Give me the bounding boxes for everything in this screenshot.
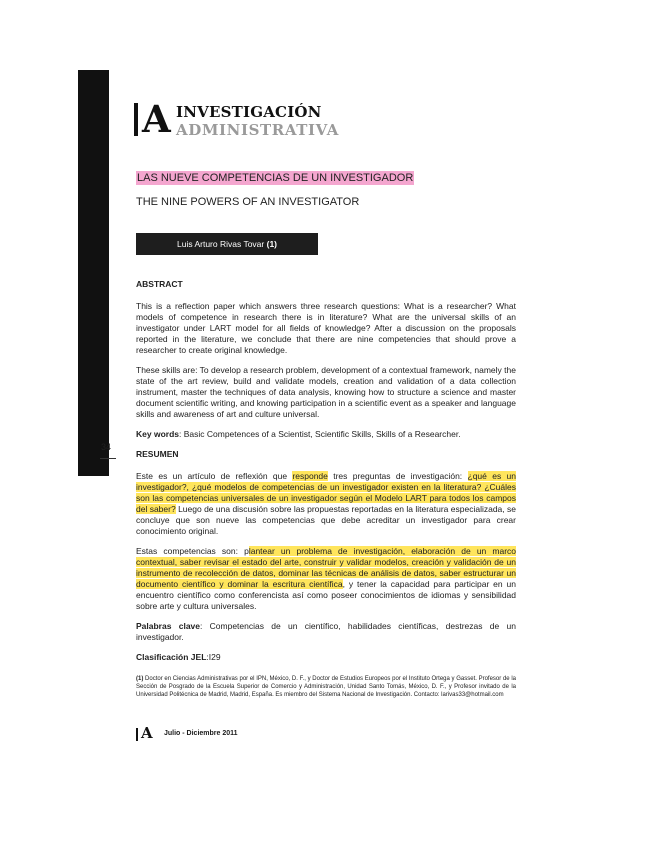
highlight-competencies: lantear un problema de investigación, elaboración de un marco contextual, saber revisar el estado del arte, construir y validar modelos, creación y validación de un instrumento de recolección de datos, dominar las técnicas de análisis de datos, saber estructurar un documento científico y dominar la escritura científica [136, 546, 516, 589]
resumen-keywords [136, 621, 516, 643]
logo-bar [134, 103, 138, 136]
page-number: 34 [101, 442, 112, 452]
article-title-english: THE NINE POWERS OF AN INVESTIGATOR [136, 196, 360, 208]
jel-label: Clasificación JEL [136, 652, 207, 662]
footer-logo [136, 724, 286, 743]
palabras-clave-text: : Competencias de un científico, habilidades científicas, destrezas de un investigador. [136, 621, 516, 642]
abstract-keywords [136, 429, 516, 440]
resumen-p2-text-c: , y tener la capacidad para participar en un encuentro científico como conferencista así como poseer conocimientos de idiomas y sensibilidad sobre arte y cultura universales. [136, 579, 516, 611]
journal-logo [134, 97, 344, 141]
author-box [136, 233, 318, 255]
author-ref: (1) [266, 239, 277, 249]
abstract-paragraph-2: These skills are: To develop a research problem, development of a contextual framework, namely the state of the art review, build and validate models, creation and validation of a data collection instrument, master the techniques of data analysis, knowing how to structure a science and master document scientific writing, and knowing participation in a scientific event as a speaker and language skills and awareness of art and culture universal. [136, 365, 516, 419]
abstract-heading: ABSTRACT [136, 279, 183, 289]
journal-name-line1: INVESTIGACIÓN [176, 103, 322, 121]
resumen-paragraph-2 [136, 546, 516, 612]
journal-name-line2: ADMINISTRATIVA [176, 121, 339, 139]
keywords-label: Key words [136, 429, 179, 439]
abstract-section [136, 279, 516, 663]
page-number-rule [100, 458, 116, 459]
article-title-spanish: LAS NUEVE COMPETENCIAS DE UN INVESTIGADOR [137, 172, 414, 184]
footnote-marker: (1) [136, 676, 144, 682]
footer-logo-mark: A [141, 724, 153, 742]
palabras-clave-label: Palabras clave [136, 621, 200, 631]
resumen-paragraph-1 [136, 471, 516, 537]
author-name: Luis Arturo Rivas Tovar [176, 239, 265, 249]
issue-date: Julio - Diciembre 2011 [164, 730, 238, 737]
jel-classification [136, 652, 516, 663]
footnote-text: Doctor en Ciencias Administrativas por el IPN, México, D. F., y Doctor de Estudios Europeos por el Instituto Ortega y Gasset. Profesor de la Sección de Posgrado de la Escuela Superior de Comercio y Administración, Unidad Santo Tomás, México, D. F., y Profesor invitado de la Universidad Politécnica de Madrid, Madrid, España. Es miembro del Sistema Nacional de Investigación. Contacto: larivas33@hotmail.com [136, 676, 516, 698]
abstract-paragraph-1: This is a reflection paper which answers three research questions: What is a researcher? What models of competence in research there is in literature? What are the universal skills of an investigator under LART model for all fields of knowledge? After a discussion on the proposals reported in the literature, we conclude that there are nine competencies that should prove a researcher to create original knowledge. [136, 301, 516, 355]
highlight-questions: ¿qué es un investigador?, ¿qué modelos de competencias de un investigador existen en la literatura? ¿Cuáles son las competencias universales de un investigador según el Modelo LART para todos los campos del saber? [136, 471, 516, 514]
resumen-heading: RESUMEN [136, 449, 179, 459]
resumen-p1-text-e: Luego de una discusión sobre las propuestas reportadas en la literatura especializada, se concluye que son nueve las competencias que debe acreditar un investigador para crear conocimiento original. [136, 504, 516, 536]
resumen-p1-text-c: tres preguntas de investigación: [327, 471, 468, 481]
highlight-responde: responde [292, 471, 328, 481]
side-margin-bar [78, 70, 112, 476]
footer-logo-bar [136, 728, 138, 741]
logo-mark: A [142, 97, 171, 141]
resumen-p1-text-a: Este es un artículo de reflexión que [136, 471, 293, 481]
jel-code: :I29 [206, 652, 221, 662]
keywords-text: : Basic Competences of a Scientist, Scientific Skills, Skills of a Researcher. [179, 429, 461, 439]
footnote [136, 675, 516, 699]
resumen-p2-text-a: Estas competencias son: p [136, 546, 249, 556]
